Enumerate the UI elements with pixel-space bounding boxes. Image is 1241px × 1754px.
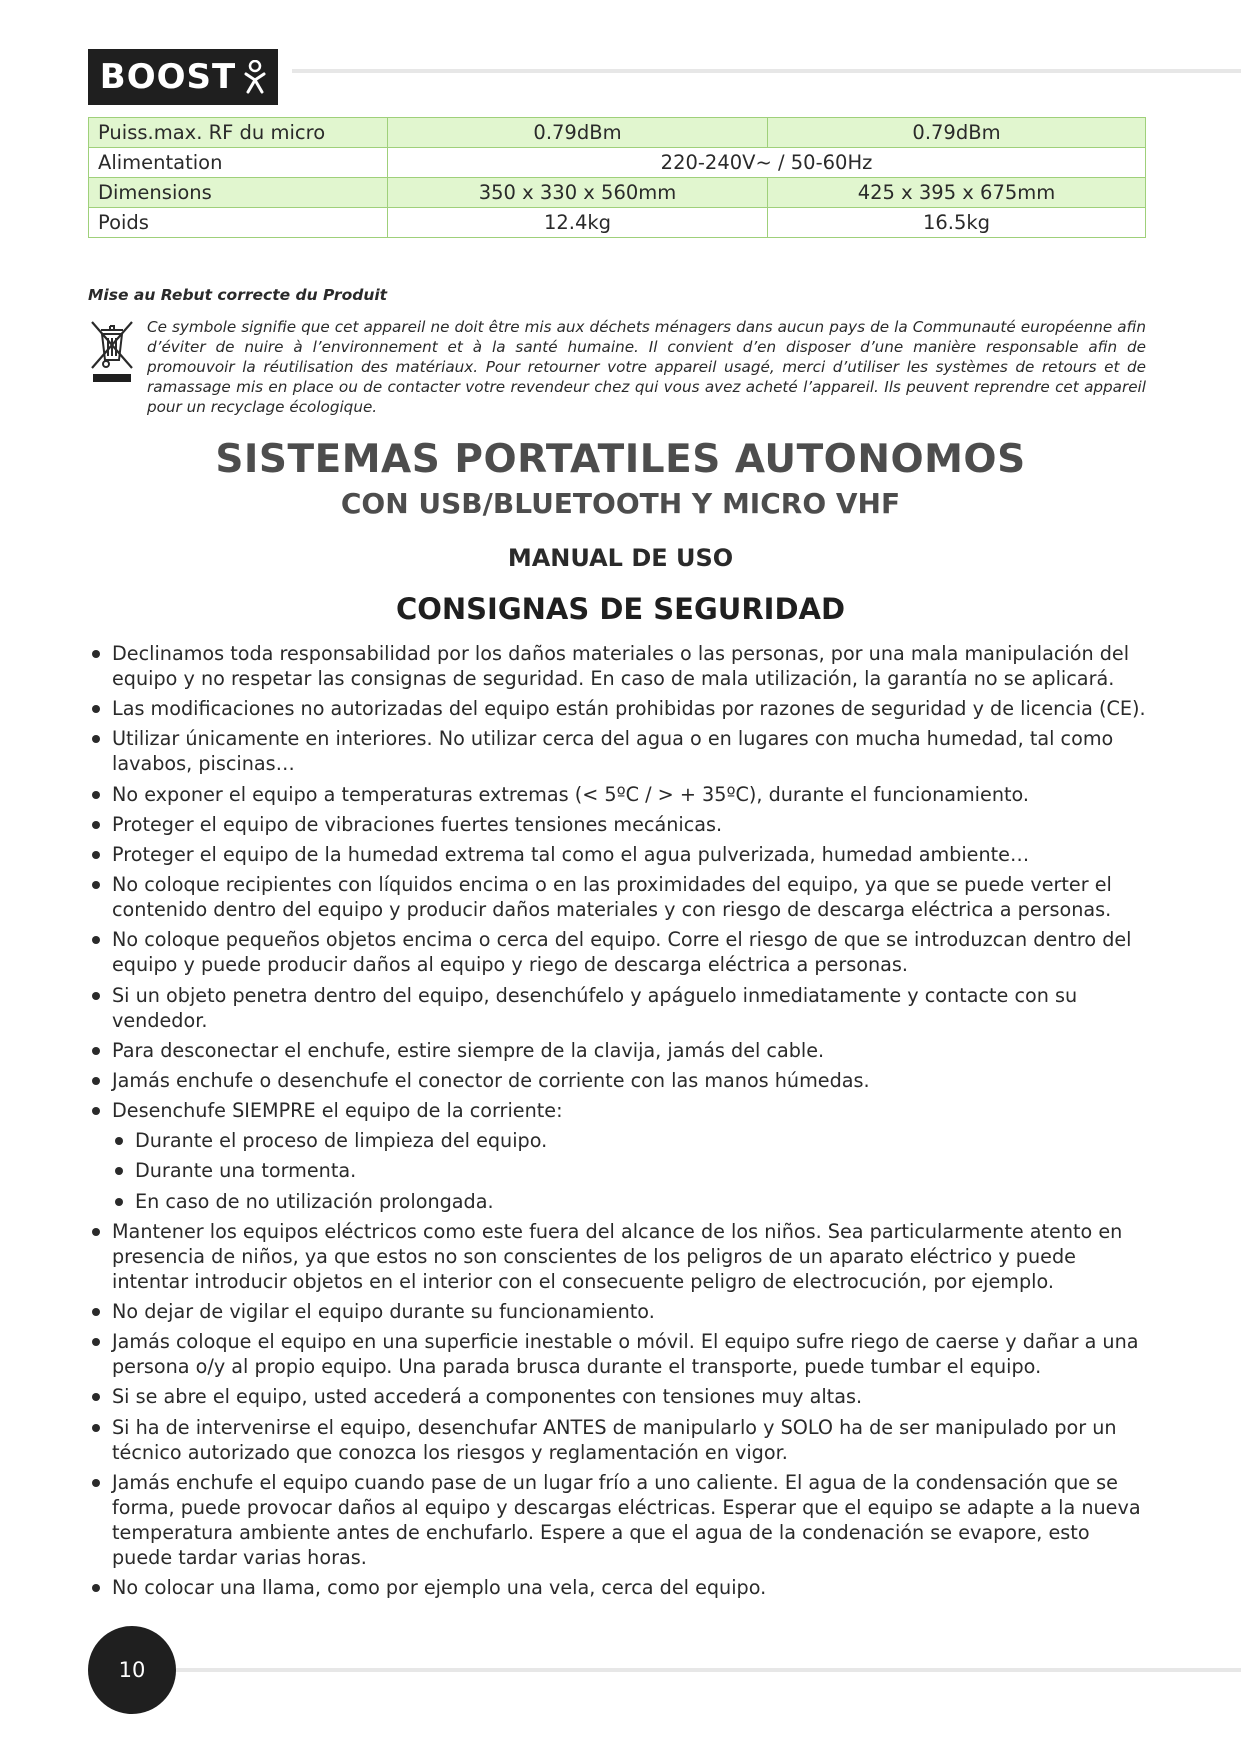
sub-list-item: Durante una tormenta. — [88, 1158, 1148, 1183]
table-row — [89, 208, 1146, 238]
spec-value: 350 x 330 x 560mm — [388, 178, 768, 208]
page-number — [88, 1626, 176, 1714]
spec-label: Alimentation — [89, 148, 388, 178]
brand-logo-text: BOOST — [99, 57, 237, 97]
list-item: No exponer el equipo a temperaturas extremas (< 5ºC / > + 35ºC), durante el funcionamiento. — [88, 782, 1148, 807]
list-item: Jamás enchufe o desenchufe el conector de corriente con las manos húmedas. — [88, 1068, 1148, 1093]
list-item: Las modificaciones no autorizadas del equipo están prohibidas por razones de seguridad y de licencia (CE). — [88, 696, 1148, 721]
list-item: Proteger el equipo de la humedad extrema tal como el agua pulverizada, humedad ambiente… — [88, 842, 1148, 867]
spec-value: 12.4kg — [388, 208, 768, 238]
list-item: No colocar una llama, como por ejemplo una vela, cerca del equipo. — [88, 1575, 1148, 1600]
crossed-out-bin-icon — [88, 318, 136, 388]
list-item: Jamás coloque el equipo en una superficie inestable o móvil. El equipo sufre riego de caerse y dañar a una persona o/y al propio equipo. Una parada brusca durante el transporte, puede tumbar el equipo. — [88, 1329, 1148, 1379]
header-rule — [292, 69, 1241, 73]
brand-logo — [88, 49, 278, 105]
document-subtitle: CON USB/BLUETOOTH Y MICRO VHF — [340, 487, 901, 520]
table-row — [89, 178, 1146, 208]
page-number-label: 10 — [118, 1658, 146, 1682]
spec-label: Dimensions — [89, 178, 388, 208]
spec-value: 425 x 395 x 675mm — [768, 178, 1146, 208]
spec-label: Poids — [89, 208, 388, 238]
list-item: No coloque recipientes con líquidos encima o en las proximidades del equipo, ya que se puede verter el contenido dentro del equipo y producir daños materiales y con riesgo de descarga eléctrica a personas. — [88, 872, 1148, 922]
table-row — [89, 148, 1146, 178]
list-item: Mantener los equipos eléctricos como este fuera del alcance de los niños. Sea particularmente atento en presencia de niños, ya que estos no son conscientes de los peligros de un aparato eléctrico y puede intentar introducir objetos en el interior con el consecuente peligro de electrocución, por ejemplo. — [88, 1219, 1148, 1294]
list-item: Utilizar únicamente en interiores. No utilizar cerca del agua o en lugares con mucha humedad, tal como lavabos, piscinas… — [88, 726, 1148, 776]
list-item: Si se abre el equipo, usted accederá a componentes con tensiones muy altas. — [88, 1384, 1148, 1409]
list-item: Si ha de intervenirse el equipo, desenchufar ANTES de manipularlo y SOLO ha de ser manipulado por un técnico autorizado que conozca los riesgos y reglamentación en vigor. — [88, 1415, 1148, 1465]
disposal-title: Mise au Rebut correcte du Produit — [88, 286, 388, 304]
list-item: No coloque pequeños objetos encima o cerca del equipo. Corre el riesgo de que se introduzcan dentro del equipo y puede producir daños al equipo y riego de descarga eléctrica a personas. — [88, 927, 1148, 977]
safety-rules-list — [88, 641, 1148, 1605]
section-heading: CONSIGNAS DE SEGURIDAD — [395, 592, 846, 626]
sub-list-item: En caso de no utilización prolongada. — [88, 1189, 1148, 1214]
list-item: Para desconectar el enchufe, estire siempre de la clavija, jamás del cable. — [88, 1038, 1148, 1063]
list-item: Desenchufe SIEMPRE el equipo de la corriente: — [88, 1098, 1148, 1123]
sub-list-item: Durante el proceso de limpieza del equipo. — [88, 1128, 1148, 1153]
manual-heading: MANUAL DE USO — [507, 544, 734, 572]
spec-label: Puiss.max. RF du micro — [89, 118, 388, 148]
spec-value: 220-240V~ / 50-60Hz — [388, 148, 1146, 178]
list-item: Proteger el equipo de vibraciones fuertes tensiones mecánicas. — [88, 812, 1148, 837]
document-title: SISTEMAS PORTATILES AUTONOMOS — [215, 437, 1026, 482]
list-item: Jamás enchufe el equipo cuando pase de un lugar frío a uno caliente. El agua de la condensación que se forma, puede provocar daños al equipo y descargas eléctricas. Esperar que el equipo se adapte a la nueva temperatura ambiente antes de enchufarlo. Espere a que el agua de la condenación se evapore, esto puede tardar varias horas. — [88, 1470, 1148, 1570]
spec-table — [88, 117, 1146, 238]
spec-value: 16.5kg — [768, 208, 1146, 238]
spec-value: 0.79dBm — [388, 118, 768, 148]
list-item: No dejar de vigilar el equipo durante su funcionamiento. — [88, 1299, 1148, 1324]
table-row — [89, 118, 1146, 148]
list-item: Si un objeto penetra dentro del equipo, desenchúfelo y apáguelo inmediatamente y contacte con su vendedor. — [88, 983, 1148, 1033]
list-item: Declinamos toda responsabilidad por los daños materiales o las personas, por una mala manipulación del equipo y no respetar las consignas de seguridad. En caso de mala utilización, la garantía no se aplicará. — [88, 641, 1148, 691]
disposal-text: Ce symbole signifie que cet appareil ne doit être mis aux déchets ménagers dans aucun pays de la Communauté européenne afin d’éviter de nuire à l’environnement et à la santé humaine. Il convient d’en disposer d’une manière responsable afin de promouvoir la réutilisation des matériaux. Pour retourner votre appareil usagé, merci d’utiliser les systèmes de retours et de ramassage mis en place ou de contacter votre revendeur chez qui vous avez acheté l’appareil. Ils peuvent reprendre cet appareil pour un recyclage écologique. — [147, 318, 1146, 416]
footer-rule — [176, 1668, 1241, 1672]
mascot-icon — [244, 60, 266, 94]
spec-value: 0.79dBm — [768, 118, 1146, 148]
